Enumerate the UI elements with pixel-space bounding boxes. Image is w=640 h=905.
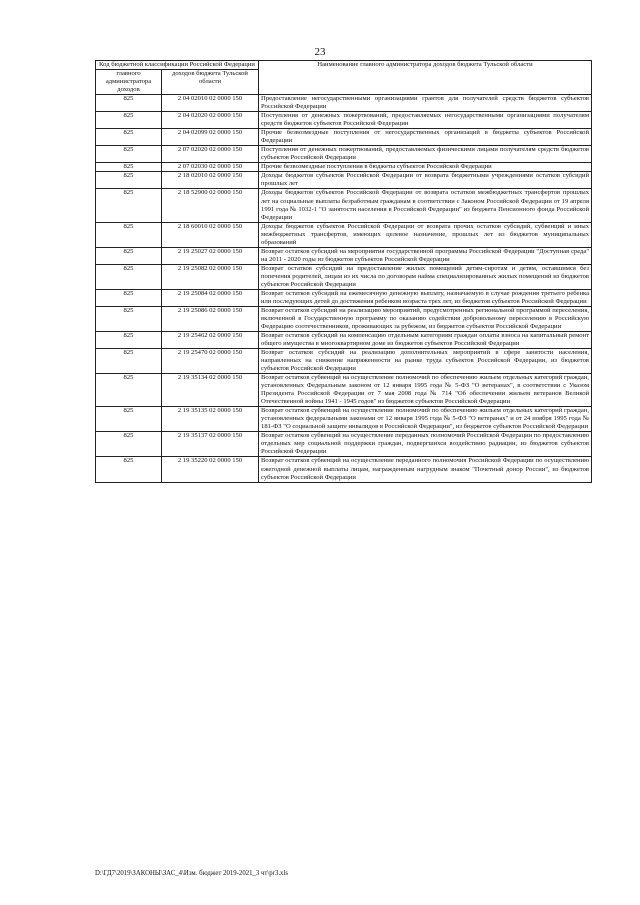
revenue-code-cell: 2 07 02020 02 0000 150 [162, 146, 259, 163]
revenue-name-cell: Доходы бюджетов субъектов Российской Федерации от возврата остатков межбюджетных трансфертов прошлых лет на социальные выплаты безработным гражданам в соответствии с Законом Российской Федерации от 19 апреля 1991 года № 1032-1 "О занятости населения в Российской Федерации" из бюджета Пенсионного фонда Российской Федерации [259, 189, 592, 222]
revenue-name-cell: Возврат остатков субсидий на компенсацию отдельным категориям граждан оплаты взноса на капитальный ремонт общего имущества в многоквартирном доме из бюджетов субъектов Российской Федерации [259, 332, 592, 349]
table-row [96, 222, 592, 247]
table-row [96, 332, 592, 349]
classification-code-header: Код бюджетной классификации Российской Федерации [96, 61, 259, 70]
revenue-name-cell: Возврат остатков субсидий на реализацию дополнительных мероприятий в сфере занятости населения, направленных на снижение напряженности на рынке труда субъектов Российской Федерации, из бюджетов субъектов Российской Федерации [259, 349, 592, 374]
revenue-code-cell: 2 19 25462 02 0000 150 [162, 332, 259, 349]
table-row [96, 349, 592, 374]
revenue-name-cell: Возврат остатков субсидий на реализацию мероприятий, предусмотренных региональной программой переселения, включенной в Государственную программу по оказанию содействия добровольному переселению в Российскую Федерацию соотечественников, проживающих за рубежом, из бюджетов субъектов Российской Федерации [259, 306, 592, 331]
table-row [96, 247, 592, 264]
revenue-name-cell: Возврат остатков субсидий на мероприятия государственной программы Российской Федерации "Доступная среда" на 2011 - 2020 годы из бюджетов субъектов Российской Федерации [259, 247, 592, 264]
administrator-name-header: Наименование главного администратора доходов бюджета Тульской области [259, 61, 592, 95]
revenue-code-cell: 2 19 35137 02 0000 150 [162, 432, 259, 457]
admin-code-cell: 825 [96, 189, 162, 222]
revenue-code-cell: 2 19 35134 02 0000 150 [162, 374, 259, 407]
table-row [96, 146, 592, 163]
table-row [96, 457, 592, 482]
revenue-name-cell: Возврат остатков субвенций на осуществление переданных полномочий Российской Федерации по предоставлению отдельных мер социальной поддержки граждан, подвергшихся воздействию радиации, из бюджетов субъектов Российской Федерации [259, 432, 592, 457]
table-row [96, 306, 592, 331]
table-row [96, 172, 592, 189]
admin-code-cell: 825 [96, 146, 162, 163]
revenue-name-cell: Доходы бюджетов субъектов Российской Федерации от возврата бюджетными учреждениями остатков субсидий прошлых лет [259, 172, 592, 189]
table-row [96, 189, 592, 222]
admin-code-cell: 825 [96, 264, 162, 289]
admin-code-cell: 825 [96, 407, 162, 432]
table-row [96, 374, 592, 407]
revenue-code-cell: 2 07 02030 02 0000 150 [162, 163, 259, 172]
file-path-footer: D:\ГД7\2019\ЗАКОНЫ\ЗАС_4\Изм. бюджет 2019-2021_3 чт\pr3.xls [95, 870, 288, 877]
revenue-code-cell: 2 19 35135 02 0000 150 [162, 407, 259, 432]
revenue-code-cell: 2 04 02010 02 0000 150 [162, 95, 259, 112]
table-row [96, 95, 592, 112]
revenue-name-cell: Поступления от денежных пожертвований, предоставляемых негосударственными организациями получателям средств бюджетов субъектов Российской Федерации [259, 112, 592, 129]
table-row [96, 163, 592, 172]
admin-code-cell: 825 [96, 95, 162, 112]
revenue-name-cell: Возврат остатков субвенций на осуществление полномочий по обеспечению жильем отдельных категорий граждан, установленных Федеральным законом от 12 января 1995 года № 5-ФЗ "О ветеранах", в соответствии с Указом Президента Российской Федерации от 7 мая 2008 года № 714 "Об обеспечении жильем ветеранов Великой Отечественной войны 1941 - 1945 годов" из бюджетов субъектов Российской Федерации [259, 374, 592, 407]
admin-code-cell: 825 [96, 349, 162, 374]
admin-code-cell: 825 [96, 457, 162, 482]
table-row [96, 289, 592, 306]
revenue-code-cell: 2 19 25086 02 0000 150 [162, 306, 259, 331]
table-row [96, 112, 592, 129]
revenue-name-cell: Прочие безвозмездные поступления в бюджеты субъектов Российской Федерации [259, 163, 592, 172]
revenue-code-cell: 2 18 60010 02 0000 150 [162, 222, 259, 247]
admin-code-cell: 825 [96, 289, 162, 306]
budget-revenue-code-header: доходов бюджета Тульской области [162, 70, 259, 95]
admin-code-cell: 825 [96, 306, 162, 331]
admin-code-cell: 825 [96, 129, 162, 146]
table-row [96, 407, 592, 432]
revenue-code-cell: 2 19 25027 02 0000 150 [162, 247, 259, 264]
revenue-name-cell: Прочие безвозмездные поступления от негосударственных организаций в бюджеты субъектов Российской Федерации [259, 129, 592, 146]
revenue-name-cell: Поступления от денежных пожертвований, предоставляемых физическими лицами получателям средств бюджетов субъектов Российской Федерации [259, 146, 592, 163]
admin-code-cell: 825 [96, 432, 162, 457]
revenue-code-cell: 2 18 52900 02 0000 150 [162, 189, 259, 222]
revenue-name-cell: Возврат остатков субвенций на осуществление полномочий по обеспечению жильем отдельных категорий граждан, установленных федеральными законами от 12 января 1995 года № 5-ФЗ "О ветеранах" и от 24 ноября 1995 года № 181-ФЗ "О социальной защите инвалидов в Российской Федерации", из бюджетов субъектов Российской Федерации [259, 407, 592, 432]
revenue-code-cell: 2 04 02020 02 0000 150 [162, 112, 259, 129]
revenue-code-cell: 2 19 25084 02 0000 150 [162, 289, 259, 306]
revenue-code-cell: 2 19 35220 02 0000 150 [162, 457, 259, 482]
revenue-code-cell: 2 19 25470 02 0000 150 [162, 349, 259, 374]
revenue-code-cell: 2 18 02010 02 0000 150 [162, 172, 259, 189]
revenue-name-cell: Доходы бюджетов субъектов Российской Федерации от возврата прочих остатков субсидий, субвенций и иных межбюджетных трансфертов, имеющих целевое назначение, прошлых лет из бюджетов муниципальных образований [259, 222, 592, 247]
admin-code-cell: 825 [96, 374, 162, 407]
revenue-code-cell: 2 04 02099 02 0000 150 [162, 129, 259, 146]
revenue-name-cell: Возврат остатков субсидий на предоставление жилых помещений детям-сиротам и детям, оставшимся без попечения родителей, лицам из их числа по договорам найма специализированных жилых помещений из бюджетов субъектов Российской Федерации [259, 264, 592, 289]
table-header-row [96, 61, 592, 70]
admin-code-cell: 825 [96, 172, 162, 189]
admin-code-cell: 825 [96, 163, 162, 172]
revenue-classification-table [95, 60, 592, 483]
page-number: 23 [314, 46, 326, 58]
admin-code-cell: 825 [96, 222, 162, 247]
table-row [96, 432, 592, 457]
admin-code-cell: 825 [96, 247, 162, 264]
table-row [96, 264, 592, 289]
admin-code-cell: 825 [96, 332, 162, 349]
revenue-name-cell: Возврат остатков субвенций на осуществление переданного полномочия Российской Федерации по осуществлению ежегодной денежной выплаты лицам, награжденным нагрудным знаком "Почетный донор России", из бюджетов субъектов Российской Федерации [259, 457, 592, 482]
admin-code-cell: 825 [96, 112, 162, 129]
revenue-name-cell: Возврат остатков субсидий на ежемесячную денежную выплату, назначаемую в случае рождения третьего ребенка или последующих детей до достижения ребенком возраста трех лет, из бюджетов субъектов Российской Федерации [259, 289, 592, 306]
revenue-code-cell: 2 19 25082 02 0000 150 [162, 264, 259, 289]
revenue-name-cell: Предоставление негосударственными организациями грантов для получателей средств бюджетов субъектов Российской Федерации [259, 95, 592, 112]
admin-code-header: главного администратора доходов [96, 70, 162, 95]
table-row [96, 129, 592, 146]
